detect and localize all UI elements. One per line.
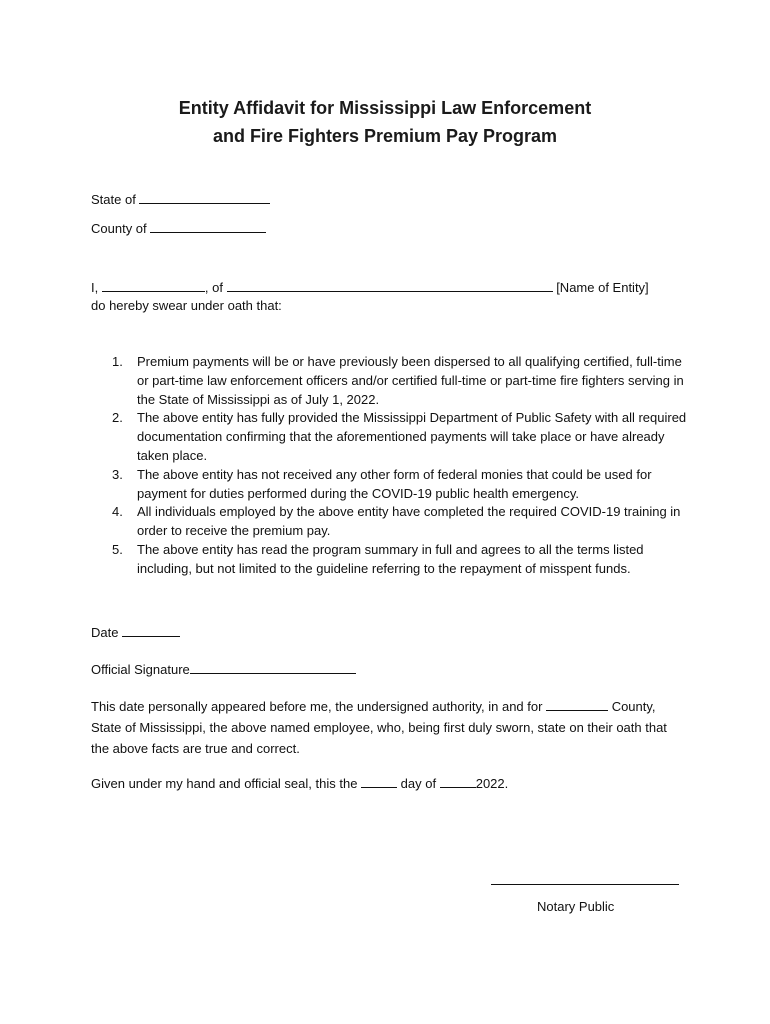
state-blank[interactable]	[139, 190, 270, 204]
date-field	[91, 623, 180, 642]
list-item-text: The above entity has read the program summary in full and agrees to all the terms listed including, but not limited to the guideline referring to the repayment of misspent funds.	[137, 541, 644, 576]
signature-field	[91, 660, 356, 679]
county-label: County of	[91, 221, 147, 236]
list-item-text: All individuals employed by the above entity have completed the required COVID-19 training in order to receive the premium pay.	[137, 504, 681, 539]
notary-paragraph	[91, 696, 681, 759]
list-item-number: 5.	[112, 541, 123, 557]
entity-label: [Name of Entity]	[556, 280, 649, 295]
oath-line	[91, 278, 649, 297]
list-item-number: 1.	[112, 354, 123, 369]
document-title	[0, 94, 770, 150]
month-blank[interactable]	[440, 774, 476, 788]
affiant-name-blank[interactable]	[102, 278, 205, 292]
list-item-text: The above entity has not received any other form of federal monies that could be used for payment for duties performed during the COVID-19 public health emergency.	[137, 466, 652, 501]
seal-part1: Given under my hand and official seal, this the	[91, 776, 358, 791]
list-item-number: 4.	[112, 504, 123, 520]
notary-paragraph-part1: This date personally appeared before me, the undersigned authority, in and for	[91, 699, 543, 714]
list-item	[112, 353, 692, 409]
list-item	[112, 409, 692, 465]
seal-part2: day of	[400, 776, 437, 791]
entity-name-blank[interactable]	[227, 278, 553, 292]
swear-text: do hereby swear under oath that:	[91, 298, 282, 313]
seal-sentence	[91, 774, 508, 793]
list-item	[112, 503, 692, 541]
list-item-number: 2.	[112, 410, 123, 426]
oath-of-label: , of	[204, 280, 223, 295]
list-item	[112, 541, 692, 579]
day-blank[interactable]	[361, 774, 397, 788]
title-line-2: and Fire Fighters Premium Pay Program	[212, 126, 558, 146]
notary-paragraph-part2: County, State of Mississippi, the above named employee, who, being first duly sworn, state on their oath that the above facts are true and correct.	[91, 699, 667, 756]
notary-county-blank[interactable]	[546, 697, 608, 711]
notary-public-label: Notary Public	[537, 899, 615, 914]
list-item	[112, 466, 692, 504]
county-field	[91, 219, 266, 238]
title-line-1: Entity Affidavit for Mississippi Law Enforcement	[178, 98, 592, 118]
date-blank[interactable]	[122, 623, 180, 637]
date-label: Date	[91, 625, 119, 640]
state-field	[91, 190, 270, 209]
state-label: State of	[91, 192, 136, 207]
list-item-text: Premium payments will be or have previously been dispersed to all qualifying certified, full-time or part-time law enforcement officers and/or certified full-time or part-time fire fighters serving in the State of Mississippi as of July 1, 2022.	[137, 354, 684, 407]
notary-signature-line[interactable]	[491, 884, 679, 885]
seal-part3: 2022.	[475, 776, 509, 791]
affirmation-list	[112, 353, 692, 579]
list-item-number: 3.	[112, 466, 123, 482]
county-blank[interactable]	[150, 219, 266, 233]
list-item-text: The above entity has fully provided the Mississippi Department of Public Safety with all required documentation confirming that the aforementioned payments will take place or have already taken place.	[137, 410, 687, 463]
oath-i-label: I,	[91, 280, 99, 295]
signature-label: Official Signature	[91, 662, 190, 677]
signature-blank[interactable]	[190, 660, 356, 674]
